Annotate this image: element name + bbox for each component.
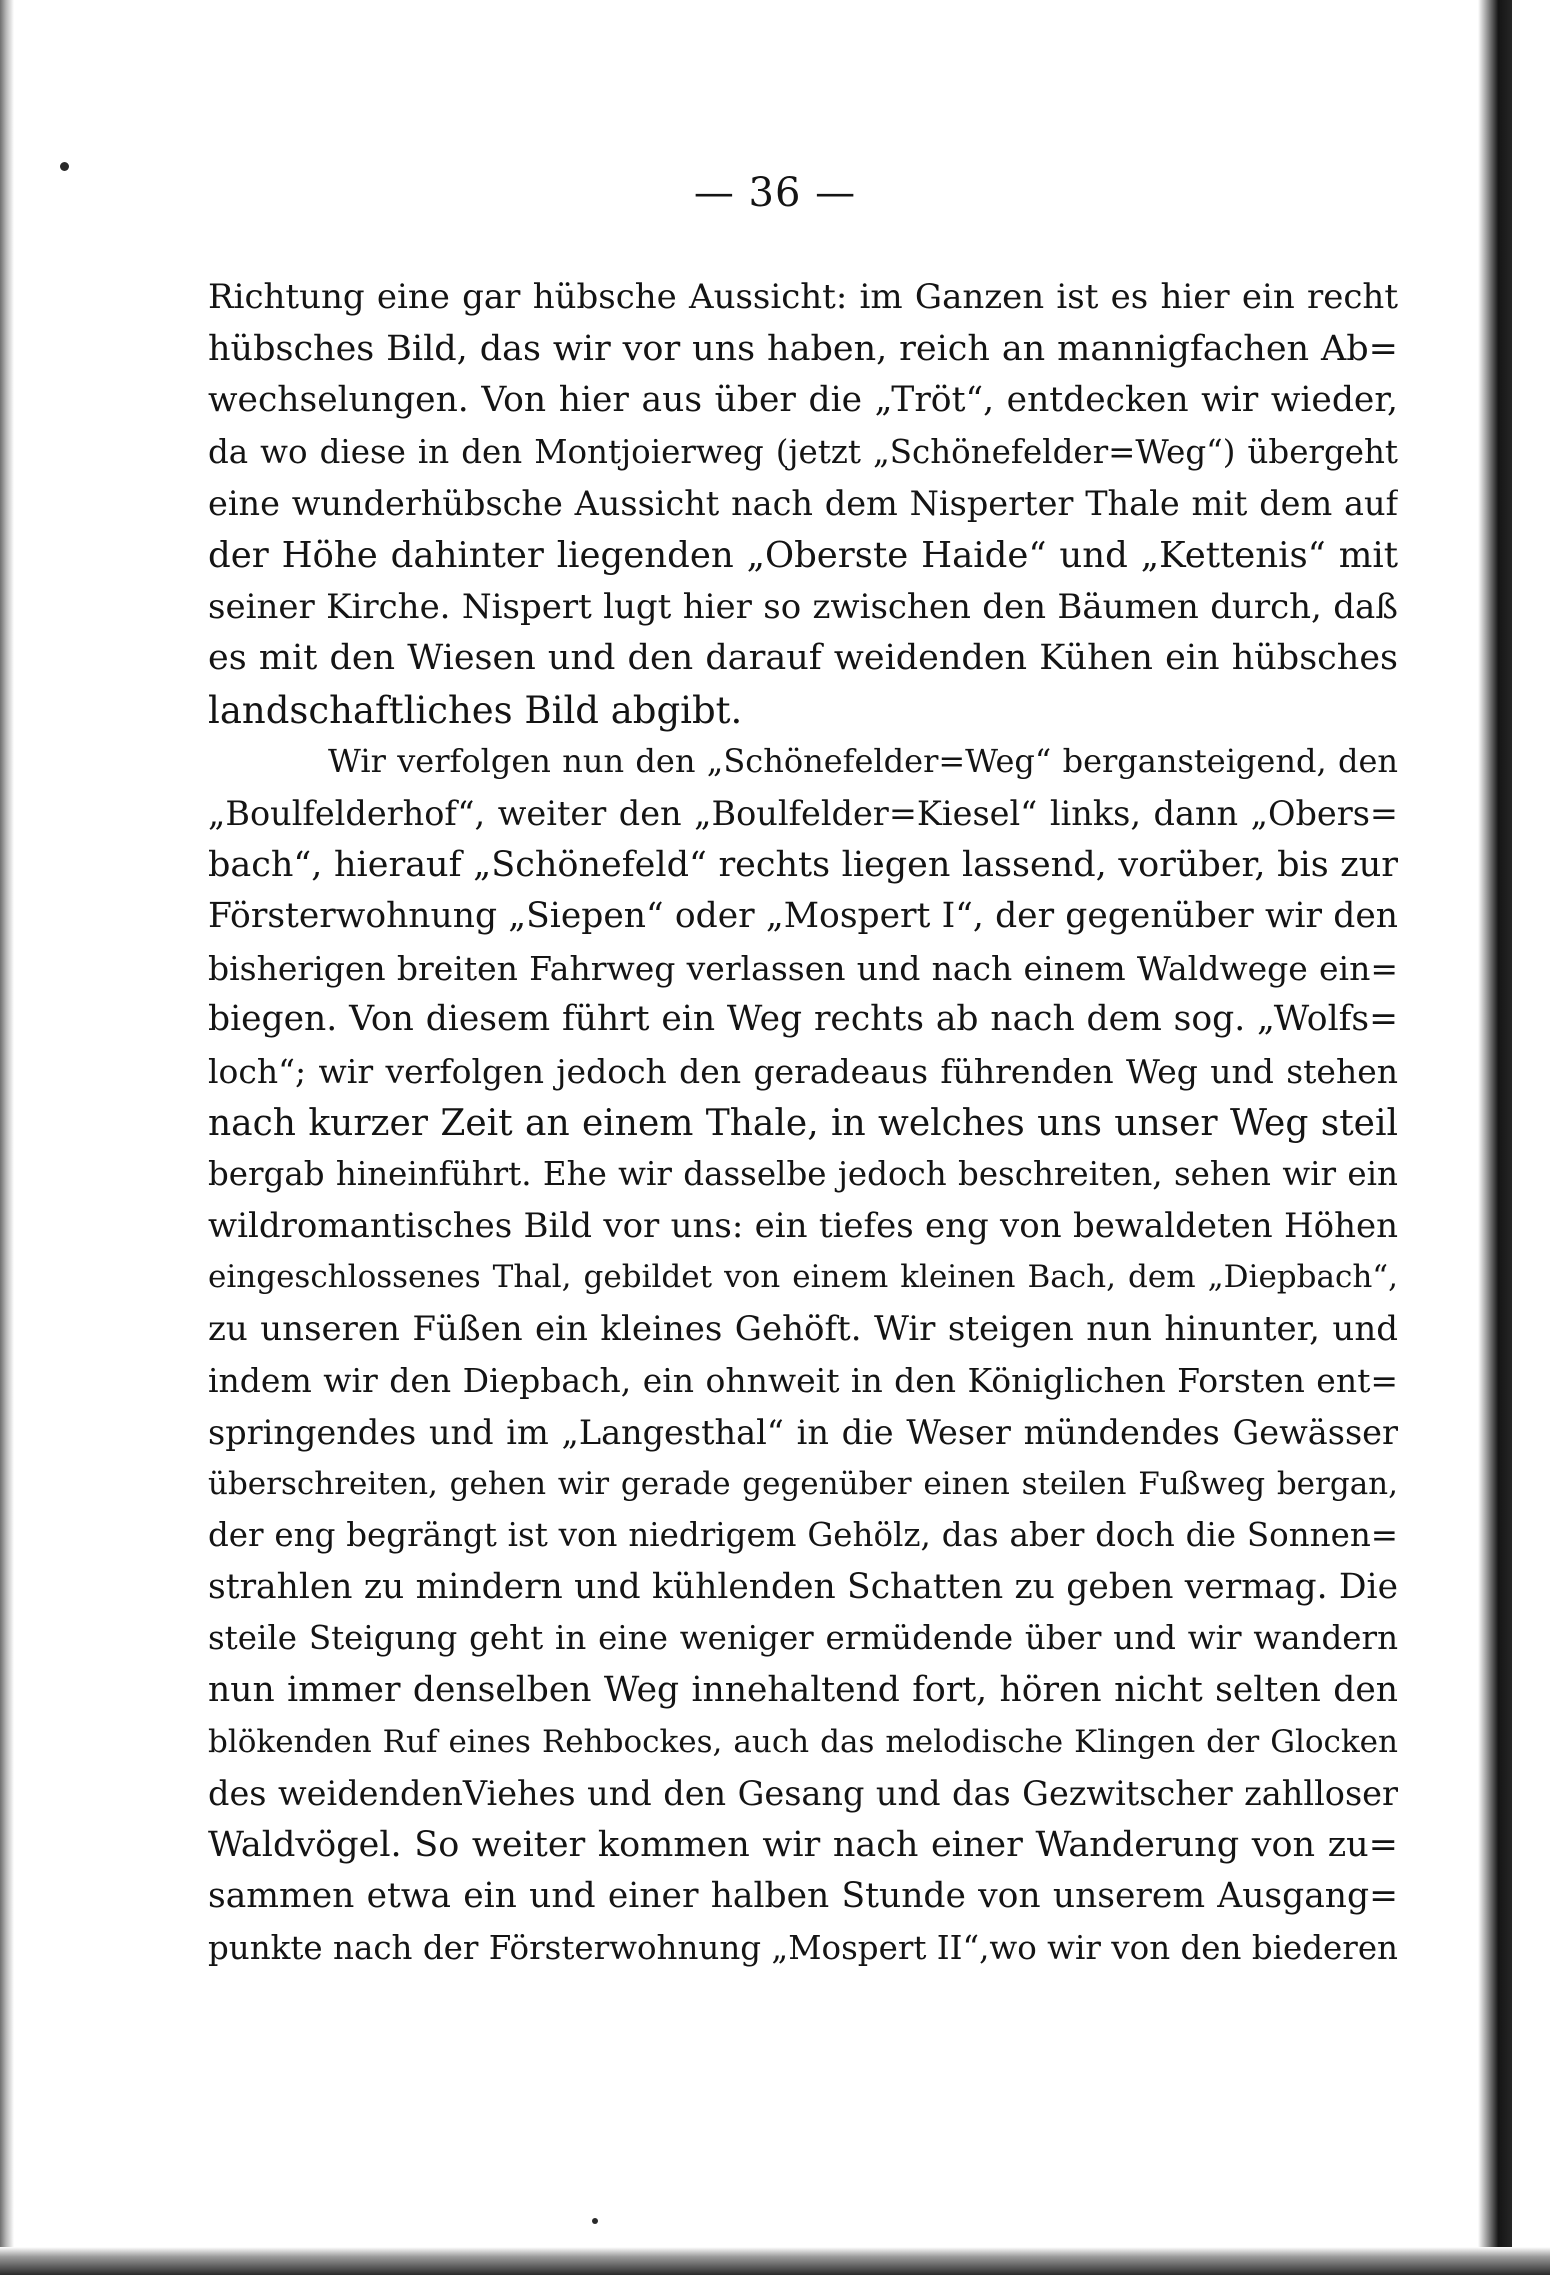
text-line: sammen etwa ein und einer halben Stunde von unserem Ausgang=	[208, 1876, 1398, 1917]
text-line: biegen. Von diesem führt ein Weg rechts ab nach dem sog. „Wolfs=	[208, 999, 1398, 1040]
text-line: der Höhe dahinter liegenden „Oberste Haide“ und „Kettenis“ mit	[208, 534, 1398, 576]
text-line: nach kurzer Zeit an einem Thale, in welches uns unser Weg steil	[208, 1102, 1398, 1144]
paragraph-end-line: landschaftliches Bild abgibt.	[208, 688, 743, 732]
text-line: punkte nach der Försterwohnung „Mospert II“,wo wir von den biederen	[208, 1929, 1398, 1967]
text-line: strahlen zu mindern und kühlenden Schatten zu geben vermag. Die	[208, 1566, 1398, 1607]
scan-edge-bottom	[0, 2247, 1550, 2275]
text-line: eingeschlossenes Thal, gebildet von einem kleinen Bach, dem „Diepbach“,	[208, 1259, 1398, 1296]
text-line: es mit den Wiesen und den darauf weidenden Kühen ein hübsches	[208, 638, 1398, 679]
text-line: wechselungen. Von hier aus über die „Tröt“, entdecken wir wieder,	[208, 380, 1398, 421]
text-line: steile Steigung geht in eine weniger ermüdende über und wir wandern	[208, 1619, 1398, 1658]
text-line: Richtung eine gar hübsche Aussicht: im Ganzen ist es hier ein recht	[208, 277, 1398, 317]
scan-margin-right	[1512, 0, 1550, 2275]
text-line: nun immer denselben Weg innehaltend fort, hören nicht selten den	[208, 1670, 1398, 1711]
text-line: „Boulfelderhof“, weiter den „Boulfelder=Kiesel“ links, dann „Obers=	[208, 793, 1398, 833]
text-line: indem wir den Diepbach, ein ohnweit in den Königlichen Forsten ent=	[208, 1361, 1398, 1401]
scan-edge-left	[0, 0, 14, 2275]
text-line: da wo diese in den Montjoierweg (jetzt „Schönefelder=Weg“) übergeht	[208, 432, 1398, 471]
ink-speck	[592, 2218, 598, 2224]
text-line: Waldvögel. So weiter kommen wir nach einer Wanderung von zu=	[208, 1824, 1398, 1865]
text-line: des weidendenViehes und den Gesang und das Gezwitscher zahlloser	[208, 1774, 1398, 1814]
text-line: seiner Kirche. Nispert lugt hier so zwischen den Bäumen durch, daß	[208, 586, 1398, 627]
text-line: wildromantisches Bild vor uns: ein tiefes eng von bewaldeten Höhen	[208, 1205, 1398, 1246]
text-line: blökenden Ruf eines Rehbockes, auch das melodische Klingen der Glocken	[208, 1723, 1398, 1760]
scan-edge-right	[1478, 0, 1512, 2275]
text-line: bergab hineinführt. Ehe wir dasselbe jedoch beschreiten, sehen wir ein	[208, 1155, 1398, 1194]
text-line: hübsches Bild, das wir vor uns haben, reich an mannigfachen Ab=	[208, 328, 1398, 369]
page-number: — 36 —	[693, 170, 857, 216]
text-line: bisherigen breiten Fahrweg verlassen und nach einem Waldwege ein=	[208, 948, 1398, 988]
text-line: der eng begrängt ist von niedrigem Gehölz, das aber doch die Sonnen=	[208, 1516, 1398, 1555]
text-line: springendes und im „Langesthal“ in die Weser mündendes Gewässer	[208, 1413, 1398, 1453]
text-line: eine wunderhübsche Aussicht nach dem Nisperter Thale mit dem auf	[208, 484, 1398, 524]
text-line: bach“, hierauf „Schönefeld“ rechts liegen lassend, vorüber, bis zur	[208, 844, 1398, 885]
text-line: überschreiten, gehen wir gerade gegenüber einen steilen Fußweg bergan,	[208, 1465, 1398, 1502]
paragraph-start-line: Wir verfolgen nun den „Schönefelder=Weg“ bergansteigend, den	[328, 742, 1398, 781]
text-line: Försterwohnung „Siepen“ oder „Mospert I“, der gegenüber wir den	[208, 896, 1398, 937]
text-line: loch“; wir verfolgen jedoch den geradeaus führenden Weg und stehen	[208, 1051, 1398, 1091]
body-text	[208, 272, 1398, 1975]
text-line: zu unseren Füßen ein kleines Gehöft. Wir steigen nun hinunter, und	[208, 1308, 1398, 1349]
